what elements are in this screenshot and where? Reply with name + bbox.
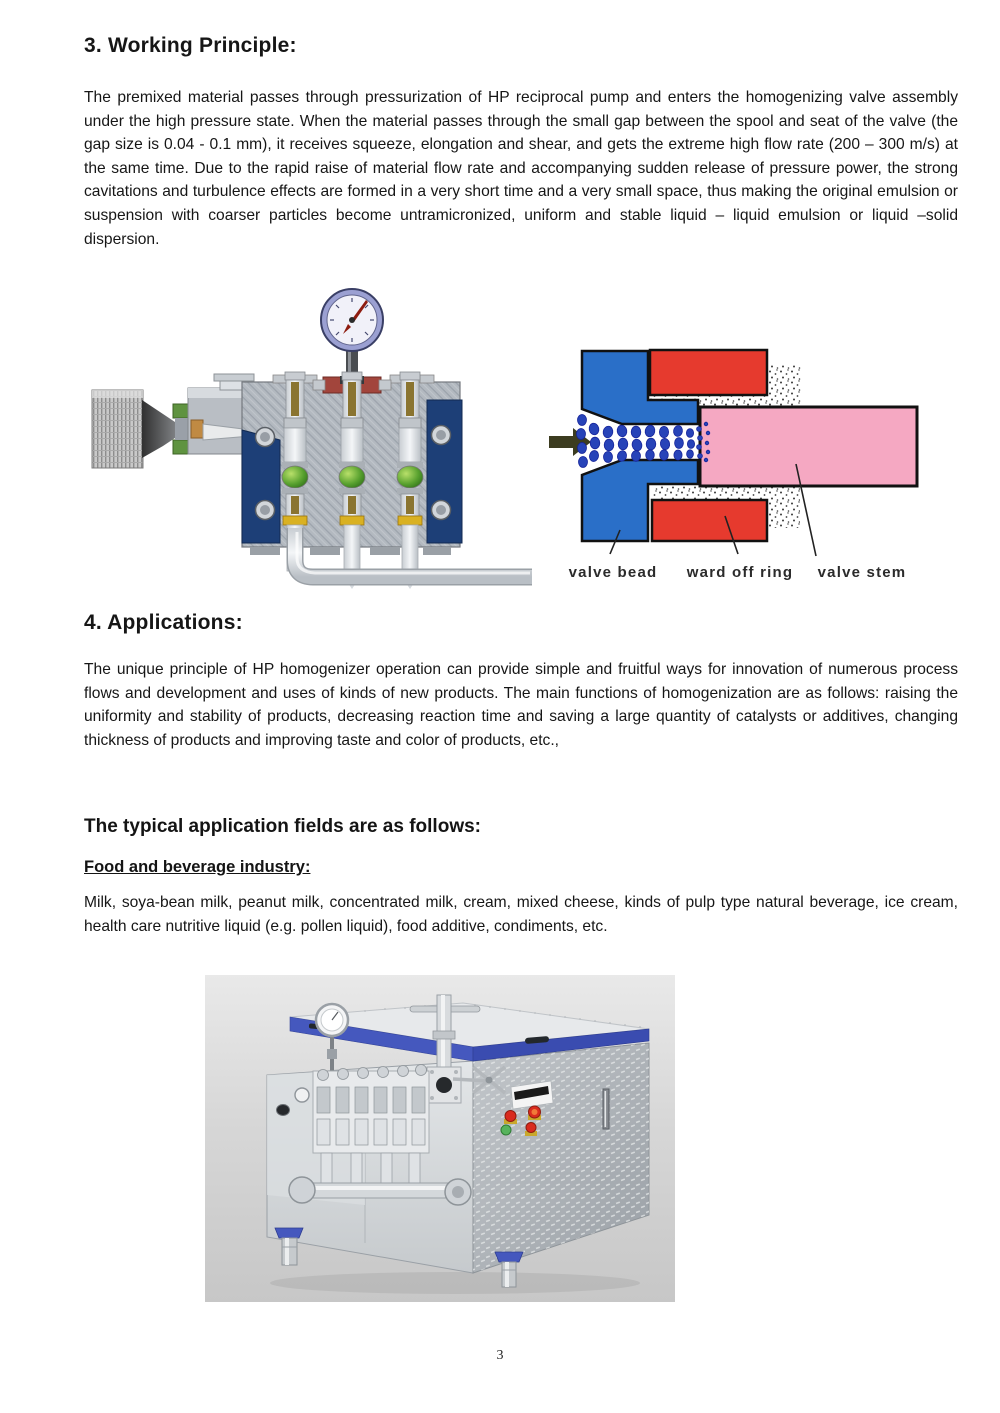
valve-stem-shape	[700, 407, 917, 486]
valve-diagram	[548, 336, 952, 588]
valve-bead-label: valve bead	[568, 564, 658, 581]
section3-paragraph: The premixed material passes through pressurization of HP reciprocal pump and enters the homogenizing valve assembly under the high pressure state. When the material passes through the small gap between the spool and seat of the valve (the gap size is 0.04 - 0.1 mm), it receives squeeze, elongation and shear, and gets the extreme high flow rate (200 – 300 m/s) at the same time. Due to the rapid raise of material flow rate and accompanying sudden release of pressure power, the strong cavitations and turbulence effects are formed in a very short time and a very small space, thus making the original emulsion or suspension with coarser particles become untramicronized, uniform and stable liquid – liquid emulsion or liquid –solid dispersion.	[84, 89, 958, 248]
pump-cross-section-illustration	[85, 288, 532, 593]
page-number: 3	[496, 1348, 504, 1363]
ward-off-ring-upper	[650, 350, 767, 395]
section4-paragraph: The unique principle of HP homogenizer operation can provide simple and fruitful ways for innovation of numerous process flows and development and uses of kinds of new products. The main functions of homogenization are as follows: raising the uniformity and stability of products, decreasing reaction time and saving a large quantity of catalysts or additives, changing thickness of products and improving taste and color of products, etc.,	[84, 661, 958, 749]
valve-diagram-figure	[548, 336, 952, 588]
section4-heading: 4. Applications:	[84, 611, 243, 634]
food-beverage-paragraph: Milk, soya-bean milk, peanut milk, concentrated milk, cream, mixed cheese, kinds of pulp type natural beverage, ice cream, health care nutritive liquid (e.g. pollen liquid), food additive, condiments, etc.	[84, 894, 958, 935]
typical-fields-heading: The typical application fields are as follows:	[84, 816, 481, 837]
homogenizer-machine-photo	[205, 975, 675, 1302]
motor-coupling	[92, 390, 175, 468]
food-beverage-heading: Food and beverage industry:	[84, 858, 311, 876]
homogenizer-machine-illustration	[205, 975, 675, 1302]
section3-heading: 3. Working Principle:	[84, 34, 297, 57]
ward-off-ring-label: ward off ring	[686, 564, 794, 581]
ward-off-ring-lower	[652, 500, 767, 541]
plunger-column	[397, 372, 423, 589]
plunger-column	[339, 372, 365, 589]
pump-cross-section-figure	[85, 288, 532, 593]
side-handle[interactable]	[603, 1089, 609, 1129]
valve-stem-label: valve stem	[817, 564, 907, 581]
